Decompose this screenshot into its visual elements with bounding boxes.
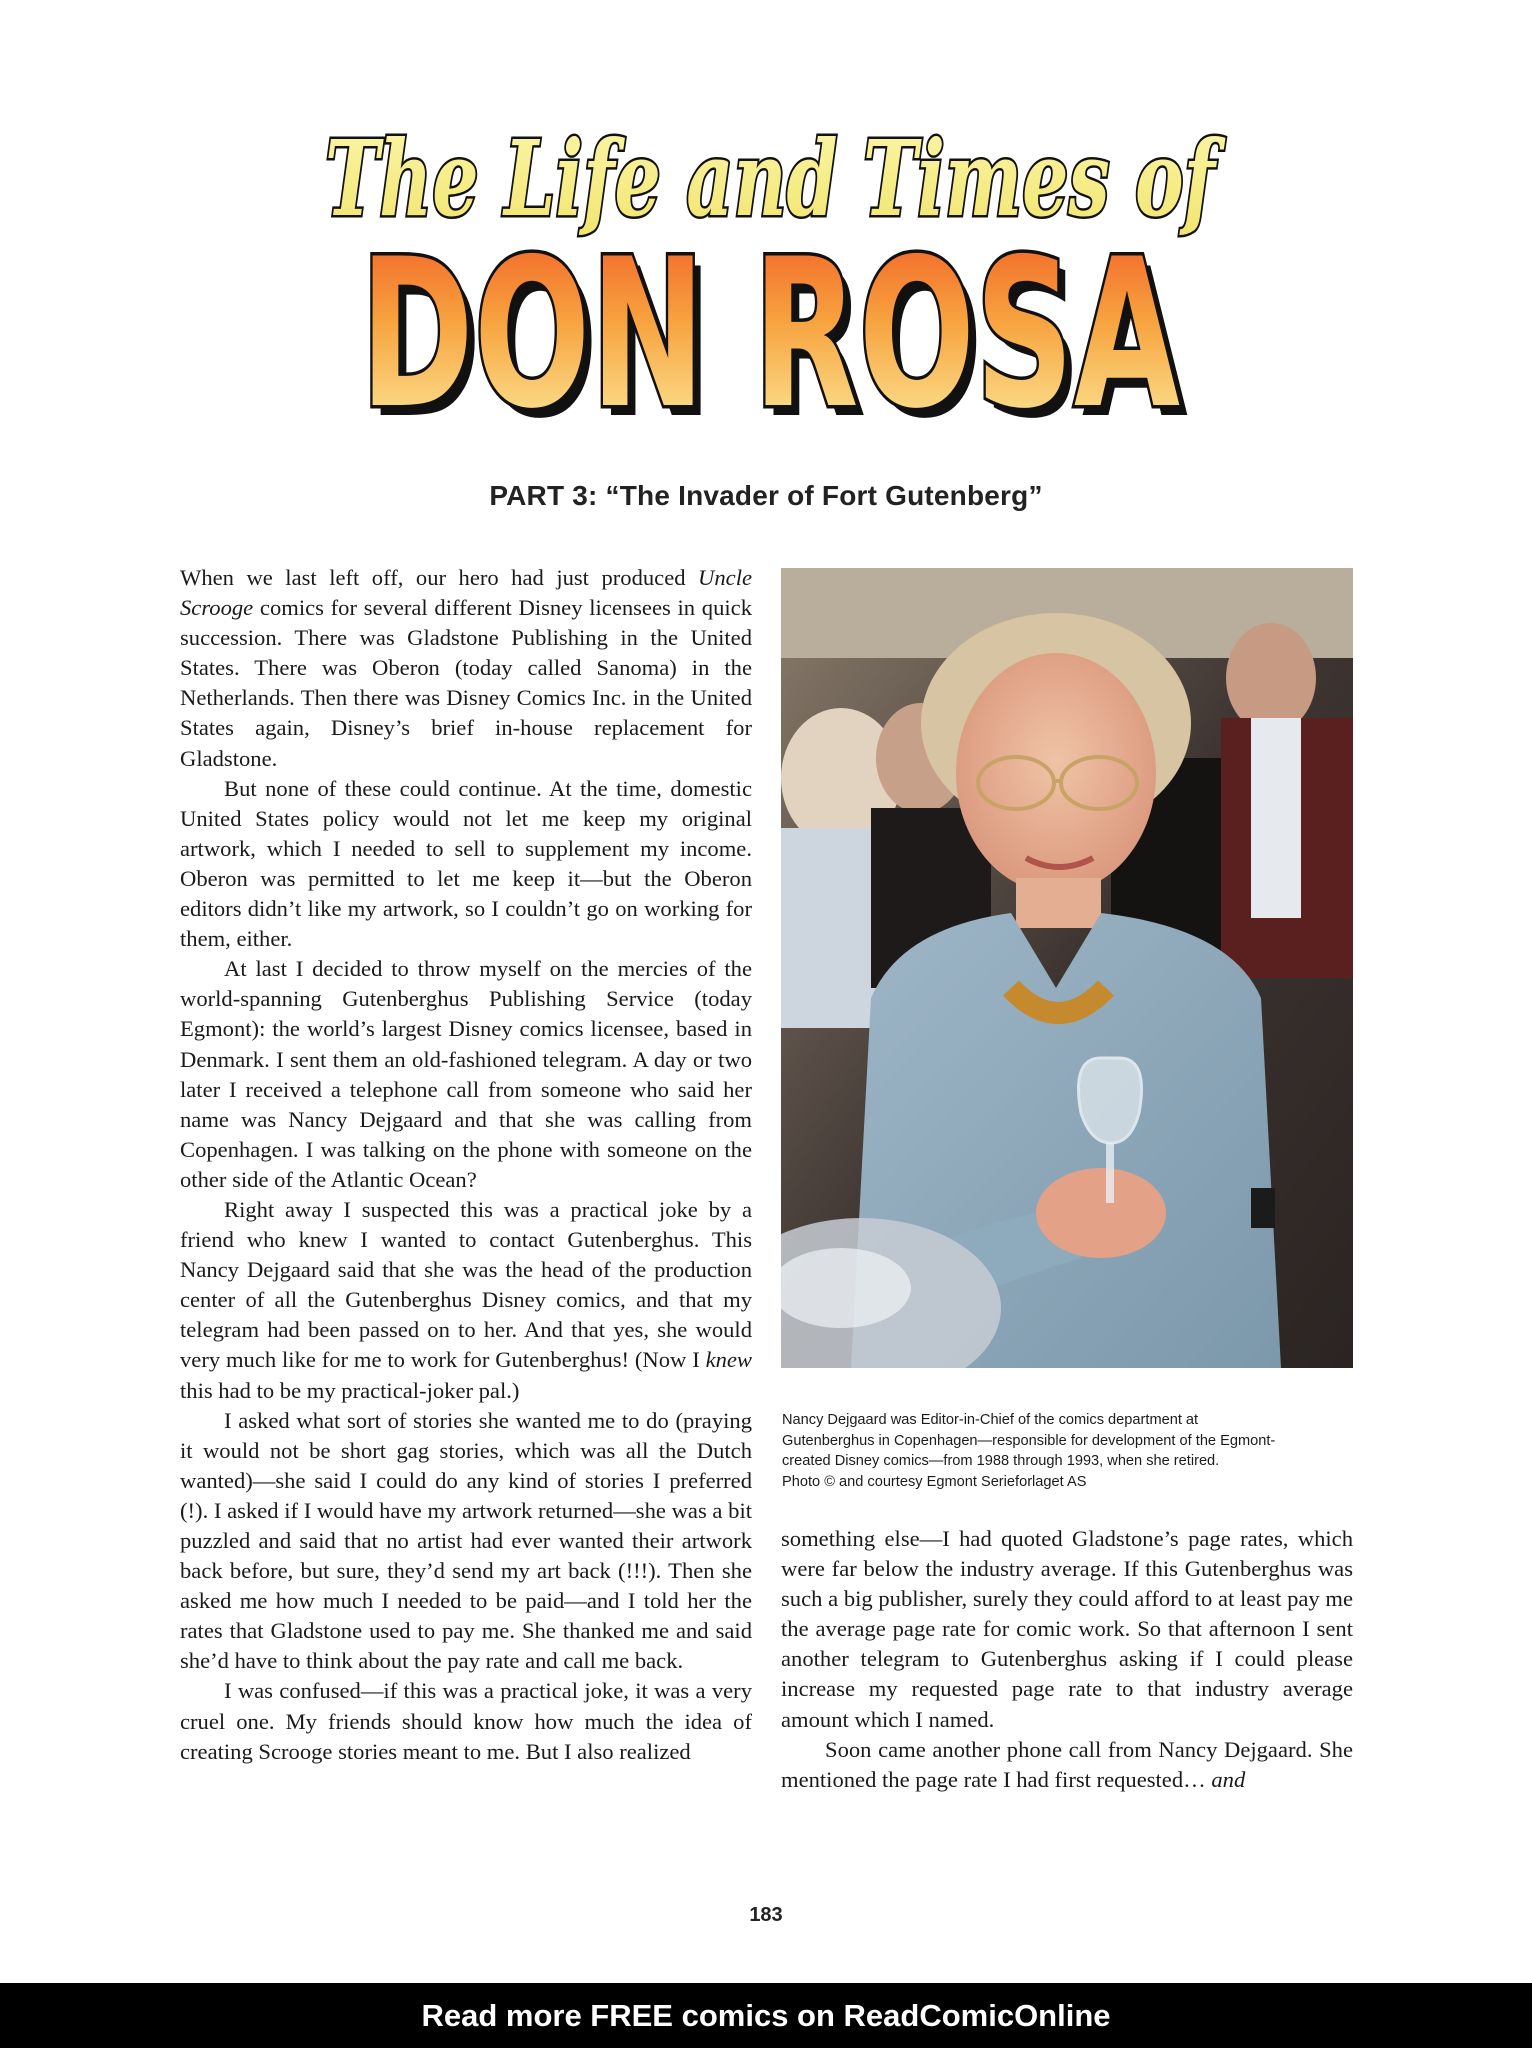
caption-line: created Disney comics—from 1988 through 1993, when she retired. [782,1453,1220,1469]
paragraph: Soon came another phone call from Nancy Dejgaard. She mentioned the page rate I had first requested… and [781,1736,1353,1792]
paragraph: Right away I suspected this was a practical joke by a friend who knew I wanted to contact Gutenberghus. This Nancy Dejgaard said that she was the head of the production center of all the Gutenberghus Disney comics, and that my telegram had been passed on to her. And that yes, she would very much like for me to work for Gutenberghus! (Now I knew this had to be my practical-joker pal.) [180,1196,752,1403]
page-number: 183 [749,1904,783,1926]
left-text-column [180,563,752,1767]
paragraph: I asked what sort of stories she wanted me to do (praying it would not be short gag stories, which was all the Dutch wanted)—she said I could do any kind of stories I preferred (!). I asked if I would have my artwork returned—she was a bit puzzled and said that no artist had ever wanted their artwork back before, but sure, they’d send my art back (!!!). Then she asked me how much I needed to be paid—and I told her the rates that Gladstone used to pay me. She thanked me and said she’d have to think about the pay rate and call me back. [180,1407,752,1674]
caption-line: Gutenberghus in Copenhagen—responsible for development of the Egmont- [782,1432,1276,1449]
caption-line: Nancy Dejgaard was Editor-in-Chief of the comics department at [782,1412,1199,1428]
title-line-1: The Life and Times of [325,117,1226,240]
portrait-photo [781,568,1353,1368]
paragraph: When we last left off, our hero had just produced Uncle Scrooge comics for several different Disney licensees in quick succession. There was Gladstone Publishing in the United States. There was Oberon (today called Sanoma) in the Netherlands. Then there was Disney Comics Inc. in the United States again, Disney’s brief in-house replacement for Gladstone. [180,565,752,771]
footer-link[interactable]: Read more FREE comics on ReadComicOnline [421,1997,1111,2033]
title-line-2-shadow: DON ROSA [368,226,1188,455]
right-text-column [781,1524,1353,1795]
paragraph: I was confused—if this was a practical joke, it was a very cruel one. My friends should know how much the idea of creating Scrooge stories meant to me. But I also realized [180,1678,752,1764]
footer-banner [0,1983,1532,2048]
caption-credit: Photo © and courtesy Egmont Serieforlaget AS [782,1473,1087,1490]
title-logo [310,110,1230,455]
photo-caption [782,1410,1357,1492]
title-line-2: DON ROSA [360,216,1180,454]
paragraph: At last I decided to throw myself on the mercies of the world-spanning Gutenberghus Publishing Service (today Egmont): the world’s largest Disney comics licensee, based in Denmark. I sent them an old-fashioned telegram. A day or two later I received a telephone call from someone who said her name was Nancy Dejgaard and that she was calling from Copenhagen. I was talking on the phone with someone on the other side of the Atlantic Ocean? [180,956,752,1192]
article-subtitle: PART 3: “The Invader of Fort Gutenberg” [489,480,1043,511]
paragraph: something else—I had quoted Gladstone’s page rates, which were far below the industry average. If this Gutenberghus was such a big publisher, surely they could afford to at least pay me the average page rate for comic work. So that afternoon I sent another telegram to Gutenberghus asking if I could please increase my requested page rate to that industry average amount which I named. [781,1526,1353,1732]
paragraph: But none of these could continue. At the time, domestic United States policy would not let me keep my original artwork, which I needed to sell to supplement my income. Oberon was permitted to let me keep it—but the Oberon editors didn’t like my artwork, so I couldn’t go on working for them, either. [180,775,752,952]
